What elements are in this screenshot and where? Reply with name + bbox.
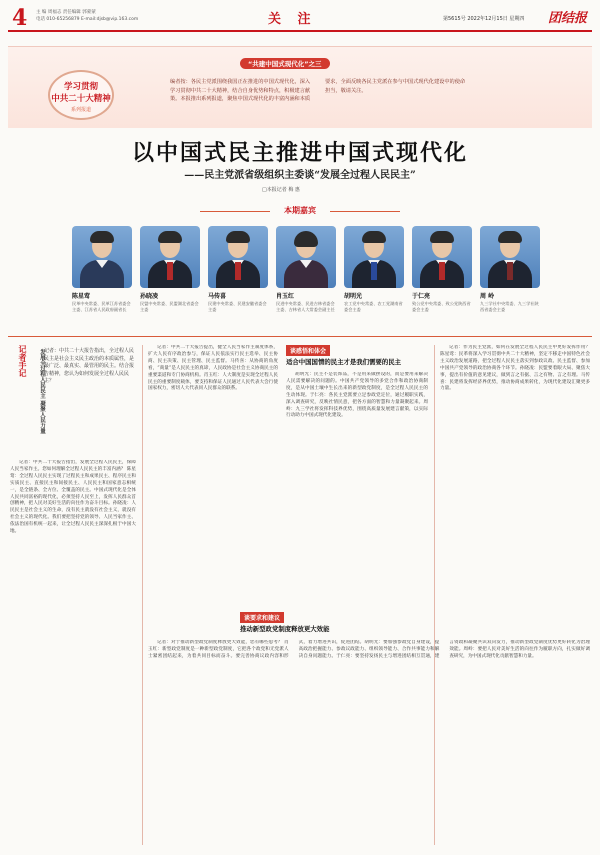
guest-card bbox=[412, 226, 472, 313]
series-label: “共建中国式现代化”之三 bbox=[240, 58, 330, 69]
section-heading-2 bbox=[240, 612, 420, 633]
editor-info bbox=[36, 9, 166, 23]
section-heading-1 bbox=[286, 345, 446, 366]
section-divider bbox=[8, 336, 592, 337]
guest-photo-icon bbox=[344, 226, 404, 288]
guest-name: 陈星莺 bbox=[72, 293, 91, 300]
seal-line3: 系列报道 bbox=[70, 107, 91, 113]
issue-date: 第5615号 2022年12月15日 星期四 bbox=[443, 16, 525, 22]
body-text: 记者：中共二十大报告提出，健全人民当家作主制度体系，扩大人民有序政治参与，保证人民依法实行民主选举、民主协商、民主决策、民主管理、民主监督。马传喜：从协商的角度看，“商量”是人民民主的真谛，人民政协是社会主义协商民主的重要渠道和专门协商机构。肖玉红：人大制度是实现全过程人民民主的重要制度载体，要支持和保证人民通过人民代表大会行使国家权力，密切人大代表同人民群众的联系。 bbox=[148, 345, 278, 392]
lead-box bbox=[10, 345, 48, 445]
section-label: 谈要求和建议 bbox=[240, 612, 284, 623]
body-column-c bbox=[286, 372, 428, 604]
body-text: 胡明光：民主不是装饰品，不是用来做摆设的，而是要用来解决人民需要解决的问题的。中国共产党领导的多党合作和政治协商制度，是从中国土壤中生长出来的新型政党制度，是全过程人民民主的生动体现。于仁亮：各民主党派要立足参政党定位，通过履职实践，深入调查研究，反映社情民意，把各方面的智慧和力量凝聚起来。周岭：九三学社将发挥科技界优势，围绕高质量发展建言献策，以实际行动助力中国式现代化建设。 bbox=[286, 372, 428, 419]
guest-heading bbox=[200, 205, 400, 219]
guest-role: 农工党中央常委、农工党湖南省委会主委 bbox=[344, 301, 403, 312]
contact-line: 电话 010-65256879 E-mail:djsb@vip.163.com bbox=[36, 17, 139, 22]
guest-photo-icon bbox=[480, 226, 540, 288]
guest-divider-right bbox=[330, 211, 400, 212]
lead-question: 记者：中共二十大报告指出，全过程人民民主是社会主义民主政治的本质属性，是最广泛、最真实、最管用的民主。结合报告精神，您认为如何发展全过程人民民主？ bbox=[44, 348, 135, 385]
guest-name: 马传喜 bbox=[208, 293, 227, 300]
editor-note: 编者按：各民主党派围绕我国正在推进的中国式现代化，深入学习贯彻中共二十大精神，结合自身优势和特点，积极建言献策。本报推出系列报道，聚焦中国式现代化的丰富内涵和本质要求，全面反映各民主党派在参与中国式现代化建设中的使命担当，敬请关注。 bbox=[170, 79, 466, 103]
seal-line2: 中共二十大精神 bbox=[51, 94, 111, 104]
guest-name: 周 岭 bbox=[480, 293, 495, 300]
page-number: 4 bbox=[12, 5, 28, 31]
guest-role: 民盟中央常委、民盟湖北省委会主委 bbox=[140, 301, 199, 312]
guest-role: 九三学社中央常委、九三学社陕西省委会主委 bbox=[480, 301, 539, 312]
guest-name: 肖玉红 bbox=[276, 293, 295, 300]
guest-name: 于仁亮 bbox=[412, 293, 431, 300]
guest-role: 民革中央常委、民革江苏省委会主委、江苏省人民政府副省长 bbox=[72, 301, 131, 312]
guest-card bbox=[276, 226, 336, 313]
column-divider bbox=[142, 345, 143, 845]
guest-divider-left bbox=[200, 211, 270, 212]
guest-photo-icon bbox=[72, 226, 132, 288]
guest-label: 本期嘉宾 bbox=[284, 205, 316, 215]
guest-card bbox=[208, 226, 268, 313]
guest-photo-icon bbox=[140, 226, 200, 288]
guest-card bbox=[72, 226, 132, 313]
newspaper-logo: 团结报 bbox=[548, 11, 588, 26]
guest-role: 致公党中央常委、致公党陕西省委会主委 bbox=[412, 301, 471, 312]
body-column-b bbox=[148, 345, 278, 605]
guest-name: 孙晓凌 bbox=[140, 293, 159, 300]
seal-line1: 学习贯彻 bbox=[63, 82, 98, 92]
guest-role: 民建中央常委、民建安徽省委会主委 bbox=[208, 301, 267, 312]
guest-card bbox=[480, 226, 540, 313]
editor-line: 主 编 周福志 责任编辑 郭蒙蒙 bbox=[36, 10, 96, 15]
body-text: 记者：中共二十大报告指出，发展全过程人民民主，保障人民当家作主。您如何理解全过程人民民主的丰富内涵？ 陈星莺：全过程人民民主实现了过程民主和成果民主、程序民主和实质民主、直接民主和间接民主、人民民主和国家意志相统一，是全链条、全方位、全覆盖的民主。中国式现代化是全体人民共同富裕的现代化，必须坚持人民至上，发挥人民群众首创精神，把人民对美好生活的向往作为奋斗目标。孙晓凌：人民民主是社会主义的生命，没有民主就没有社会主义，就没有社会主义的现代化。我们要把坚持党的领导、人民当家作主、依法治国有机统一起来，让全过程人民民主深深扎根于中国大地。 bbox=[10, 460, 136, 535]
study-seal bbox=[26, 70, 136, 120]
page-header bbox=[8, 6, 592, 32]
body-column-a bbox=[10, 460, 136, 848]
guest-role: 民进中央常委、民进吉林省委会主委、吉林省人大常委会副主任 bbox=[276, 301, 335, 312]
body-text: 记者：作为民主党派，如何在发展全过程人民民主中更好发挥作用？ 陈星莺：民革将深入学习贯彻中共二十大精神，坚定不移走中国特色社会主义政治发展道路，把全过程人民民主落实到参政议政、民主监督、参加中国共产党领导的政治协商各个环节。孙晓凌：民盟要着眼大局、聚焦大事，提出有价值的意见建议，做到言之有据、言之有物、言之有理。马传喜：民建将发挥经济界优势，推动协商成果转化，为现代化建设汇聚更多力量。 bbox=[440, 345, 590, 392]
guest-card bbox=[140, 226, 200, 313]
lead-vertical-subtitle: 发展全过程人民民主 凝聚人民力量 bbox=[39, 349, 45, 434]
body-text: 记者：对于推动新型政党制度释放更大效能，您有哪些思考？ 肖玉红：新型政党制度是一种新型政党制度，它把各个政党和无党派人士紧密团结起来，为着共同目标而奋斗。要完善协商议政内容和形式，着力增进共识，促进团结。胡明光：要加强参政党自身建设，提高政治把握能力、参政议政能力、组织领导能力、合作共事能力和解决自身问题能力。于仁亮：要坚持发扬民主与增进团结相互贯通，建言资政和凝聚共识双向发力，推动新型政党制度优势更好转化为治理效能。周岭：要把人民对美好生活的向往作为履职方向，扎实做好调查研究，为中国式现代化贡献智慧和力量。 bbox=[148, 640, 590, 659]
byline: □本报记者 梅 惠 bbox=[262, 187, 300, 193]
body-column-e bbox=[148, 640, 590, 845]
section-title: 推动新型政党制度释放更大效能 bbox=[240, 625, 330, 633]
subheadline: ——民主党派省级组织主委谈“发展全过程人民民主” bbox=[184, 170, 416, 181]
section-label: 谈感悟和体会 bbox=[286, 345, 330, 356]
section-title: 适合中国国情的民主才是我们需要的民主 bbox=[286, 358, 402, 366]
guest-name: 胡明光 bbox=[344, 293, 363, 300]
guest-photo-icon bbox=[412, 226, 472, 288]
lead-vertical-title: 记者手记 bbox=[18, 345, 28, 377]
guest-card bbox=[344, 226, 404, 313]
section-title: 关 注 bbox=[268, 12, 317, 27]
guest-photo-icon bbox=[208, 226, 268, 288]
guest-photo-icon bbox=[276, 226, 336, 288]
headline: 以中国式民主推进中国式现代化 bbox=[131, 140, 468, 166]
body-column-d bbox=[440, 345, 590, 605]
